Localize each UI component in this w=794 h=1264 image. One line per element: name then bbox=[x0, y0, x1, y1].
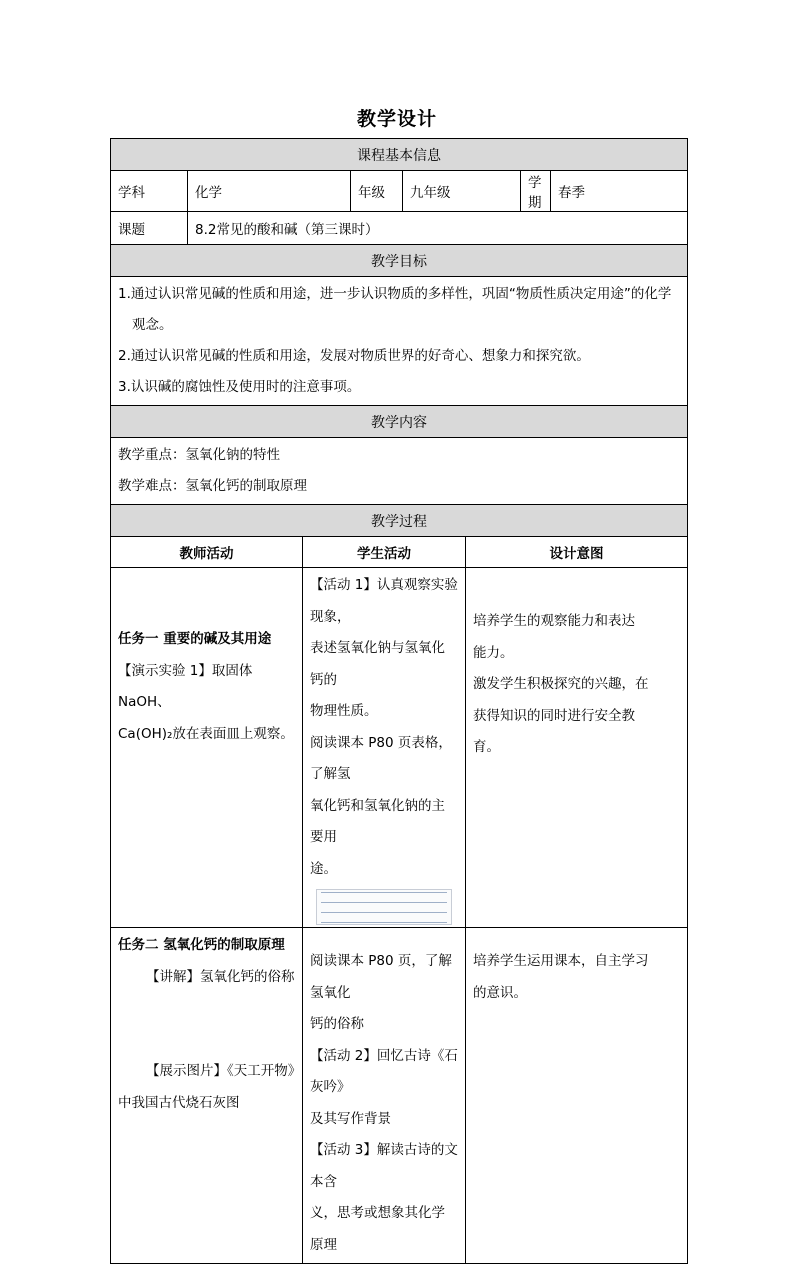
goals-list bbox=[111, 277, 688, 406]
student-activity-header: 学生活动 bbox=[303, 537, 466, 568]
section-content: 教学内容 bbox=[111, 406, 688, 438]
design-intent-header: 设计意图 bbox=[466, 537, 688, 568]
goal-item: 1.通过认识常见碱的性质和用途，进一步认识物质的多样性，巩固“物质性质决定用途”的化学 bbox=[118, 286, 672, 302]
task1-teacher-cell bbox=[111, 568, 303, 928]
lesson-plan-table bbox=[110, 138, 688, 1264]
textbook-table-thumbnail bbox=[316, 889, 452, 925]
task1-title: 任务一 重要的碱及其用途 bbox=[118, 631, 272, 647]
key-point: 教学重点：氢氧化钠的特性 bbox=[118, 447, 280, 463]
task2-teacher-line: 【讲解】氢氧化钙的俗称 bbox=[146, 968, 295, 985]
task2-student-line: 【活动 2】回忆古诗《石灰吟》 bbox=[310, 1047, 458, 1095]
task1-intent-line: 激发学生积极探究的兴趣，在 bbox=[473, 676, 649, 692]
goal-item: 2.通过认识常见碱的性质和用途，发展对物质世界的好奇心、想象力和探究欲。 bbox=[118, 348, 590, 364]
goal-item: 3.认识碱的腐蚀性及使用时的注意事项。 bbox=[118, 379, 361, 395]
goal-item-continued: 观念。 bbox=[132, 317, 173, 333]
topic-label: 课题 bbox=[111, 212, 188, 245]
subject-value: 化学 bbox=[188, 171, 351, 212]
task2-student-line: 及其写作背景 bbox=[310, 1110, 391, 1127]
task2-student-line: 钙的俗称 bbox=[310, 1016, 364, 1032]
grade-label: 年级 bbox=[351, 171, 403, 212]
task1-intent-line: 培养学生的观察能力和表达 bbox=[473, 613, 635, 629]
grade-value: 九年级 bbox=[403, 171, 521, 212]
content-block bbox=[111, 438, 688, 505]
task2-teacher-cell bbox=[111, 928, 303, 1264]
task1-student-line: 阅读课本 P80 页表格，了解氢 bbox=[310, 734, 452, 782]
task2-student-line: 义，思考或想象其化学原理 bbox=[310, 1205, 445, 1253]
task2-student-line: 【活动 3】解读古诗的文本含 bbox=[310, 1142, 458, 1190]
term-label: 学期 bbox=[521, 171, 551, 212]
task1-student-line: 【活动 1】认真观察实验现象， bbox=[310, 577, 458, 625]
task1-student-line: 氧化钙和氢氧化钠的主要用 bbox=[310, 797, 445, 845]
subject-label: 学科 bbox=[111, 171, 188, 212]
document-title: 教学设计 bbox=[356, 108, 437, 130]
task1-student-line: 途。 bbox=[310, 860, 337, 877]
task2-student-line: 阅读课本 P80 页，了解氢氧化 bbox=[310, 953, 452, 1001]
task1-intent-line: 育。 bbox=[473, 739, 500, 755]
task1-teacher-line: Ca(OH)₂放在表面皿上观察。 bbox=[118, 725, 294, 742]
task2-title: 任务二 氢氧化钙的制取原理 bbox=[118, 937, 285, 953]
task2-intent-line: 的意识。 bbox=[473, 984, 527, 1001]
task1-intent-line: 获得知识的同时进行安全教 bbox=[473, 707, 635, 724]
teacher-activity-header: 教师活动 bbox=[111, 537, 303, 568]
task1-teacher-line: 【演示实验 1】取固体 NaOH、 bbox=[118, 662, 253, 710]
task1-intent-cell bbox=[466, 568, 688, 928]
task2-intent-line: 培养学生运用课本，自主学习 bbox=[473, 953, 649, 969]
section-goals: 教学目标 bbox=[111, 245, 688, 277]
task1-intent-line: 能力。 bbox=[473, 644, 514, 661]
section-process: 教学过程 bbox=[111, 505, 688, 537]
difficulty: 教学难点：氢氧化钙的制取原理 bbox=[118, 478, 307, 494]
section-basic-info: 课程基本信息 bbox=[111, 139, 688, 171]
task2-intent-cell bbox=[466, 928, 688, 1264]
task1-student-cell bbox=[303, 568, 466, 928]
task2-teacher-line: 【展示图片】《天工开物》 bbox=[146, 1063, 302, 1079]
task1-student-line: 表述氢氧化钠与氢氧化钙的 bbox=[310, 640, 445, 688]
task1-student-line: 物理性质。 bbox=[310, 703, 378, 719]
topic-value: 8.2常见的酸和碱（第三课时） bbox=[188, 212, 688, 245]
task2-student-cell bbox=[303, 928, 466, 1264]
task2-teacher-line: 中我国古代烧石灰图 bbox=[118, 1094, 240, 1111]
term-value: 春季 bbox=[551, 171, 688, 212]
